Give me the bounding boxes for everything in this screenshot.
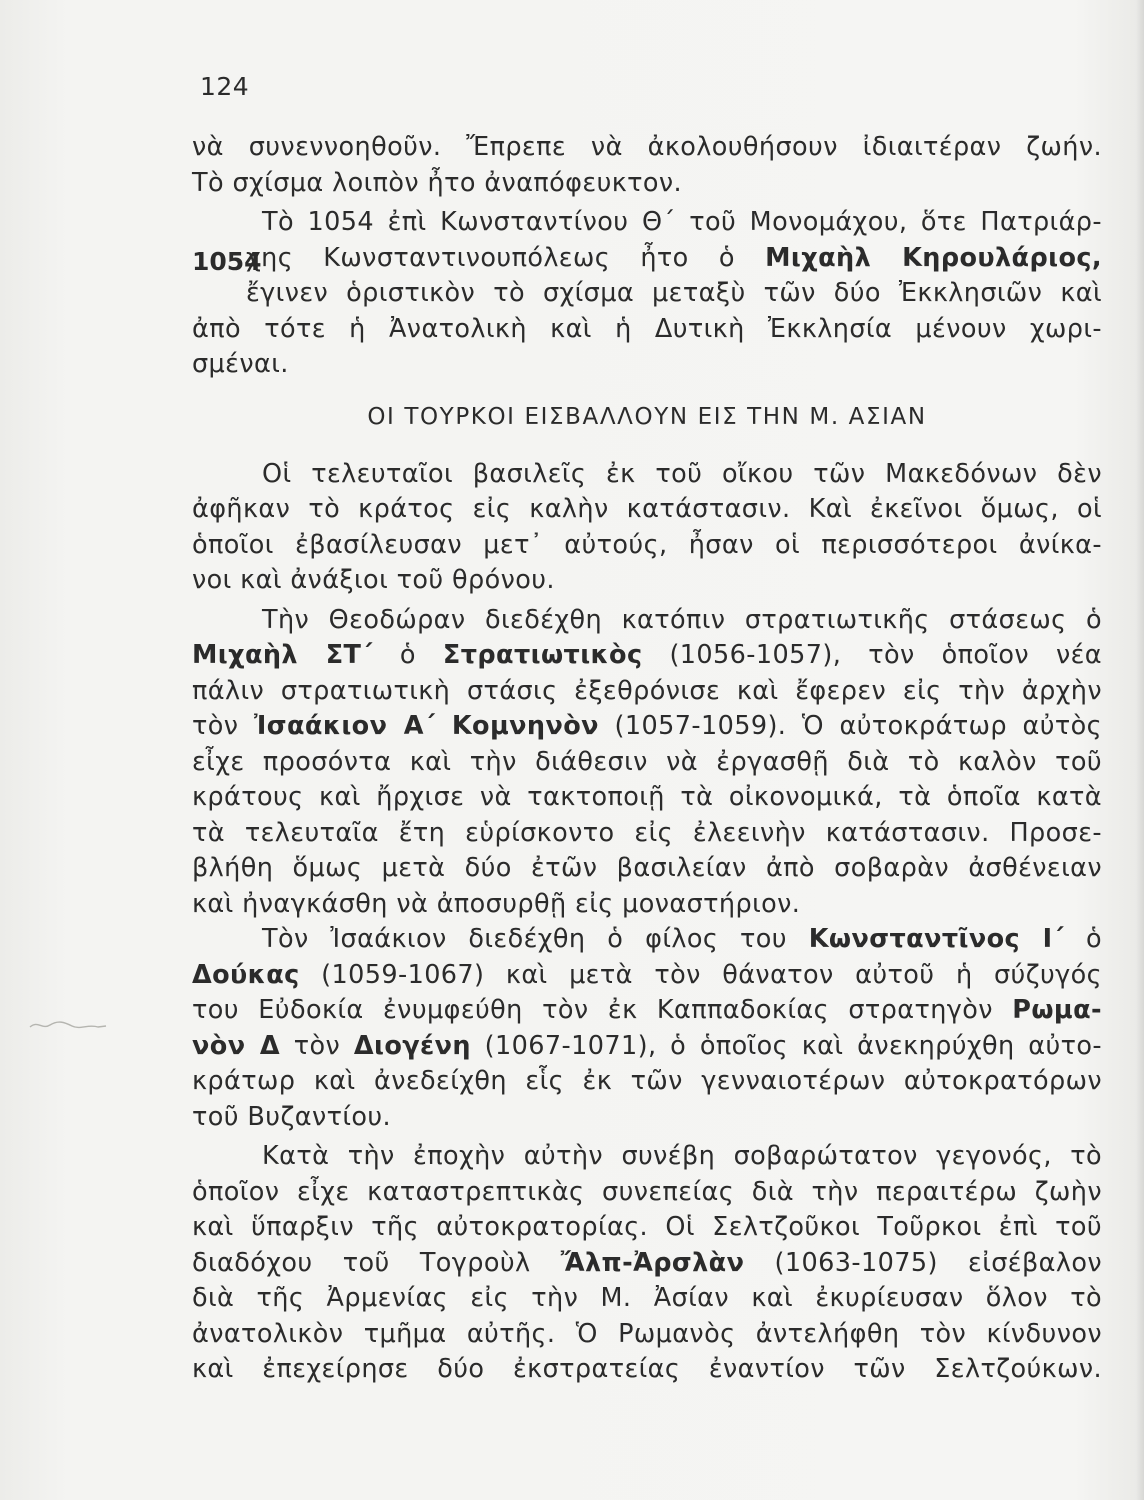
- text-run: τὸν: [280, 1030, 354, 1061]
- person-name: Μιχαὴλ ΣΤ΄: [192, 640, 373, 670]
- text-line: καὶ ἠναγκάσθη νὰ ἀποσυρθῇ εἰς μοναστήριον.: [192, 888, 801, 919]
- text-line: ἔγινεν ὁριστικὸν τὸ σχίσμα μεταξὺ τῶν δύο Ἐκκλησιῶν καὶ: [246, 278, 1102, 308]
- text-line: [192, 1246, 1102, 1282]
- text-line: κράτους καὶ ἤρχισε νὰ τακτοποιῇ τὰ οἰκονομικά, τὰ ὁποῖα κατὰ: [192, 782, 1102, 812]
- text-line: Κατὰ τὴν ἐποχὴν αὐτὴν συνέβη σοβαρώτατον γεγονός, τὸ: [262, 1141, 1102, 1171]
- text-run: (1063-1075) εἰσέβαλον: [744, 1247, 1103, 1278]
- text-line: [192, 993, 1102, 1029]
- text-line: νὰ συνεννοηθοῦν. Ἔπρεπε νὰ ἀκολουθήσουν ἰδιαιτέραν ζωήν.: [192, 132, 1102, 162]
- text-run: του Εὐδοκία ἐνυμφεύθη τὸν ἐκ Καππαδοκίας στρατηγὸν: [192, 995, 1013, 1025]
- text-line: ἀπὸ τότε ἡ Ἀνατολικὴ καὶ ἡ Δυτικὴ Ἐκκλησία μένουν χωρι-: [192, 313, 1102, 344]
- page-edge-shadow: [1136, 0, 1144, 1500]
- text-line: διὰ τῆς Ἀρμενίας εἰς τὴν Μ. Ἀσίαν καὶ ἐκυρίευσαν ὅλον τὸ: [192, 1283, 1102, 1313]
- text-run: (1057-1059). Ὁ αὐτοκράτωρ αὐτὸς: [598, 711, 1103, 741]
- text-line: νοι καὶ ἀνάξιοι τοῦ θρόνου.: [192, 565, 555, 595]
- text-run: (1056-1057), τὸν ὁποῖον νέα: [642, 640, 1102, 670]
- page-number: 124: [200, 72, 250, 101]
- text-line: τὰ τελευταῖα ἔτη εὑρίσκοντο εἰς ἐλεεινὴν κατάστασιν. Προσε-: [192, 817, 1102, 848]
- text-line: ὁποῖον εἶχε καταστρεπτικὰς συνεπείας διὰ τὴν περαιτέρω ζωὴν: [192, 1176, 1102, 1207]
- text-run: ὁ: [372, 640, 443, 670]
- text-line: Τὸ σχίσμα λοιπὸν ἦτο ἀναπόφευκτον.: [192, 167, 683, 198]
- text-run: χης Κωνσταντινουπόλεως ἦτο ὁ: [246, 242, 766, 273]
- text-line: [192, 241, 1102, 277]
- text-line: Οἱ τελευταῖοι βασιλεῖς ἐκ τοῦ οἴκου τῶν Μακεδόνων δὲν: [262, 458, 1102, 489]
- pencil-scribble-mark: [28, 1018, 108, 1032]
- page-body: [192, 130, 1102, 1388]
- text-run: (1059-1067) καὶ μετὰ τὸν θάνατον αὐτοῦ ἡ σύζυγός: [299, 959, 1102, 990]
- text-line: εἶχε προσόντα καὶ τὴν διάθεσιν νὰ ἐργασθῇ διὰ τὸ καλὸν τοῦ: [192, 746, 1102, 777]
- text-line: Τὸ 1054 ἐπὶ Κωνσταντίνου Θ΄ τοῦ Μονομάχου, ὅτε Πατριάρ-: [262, 207, 1102, 237]
- text-line: [192, 638, 1102, 674]
- person-name: Ρωμα-: [1012, 995, 1102, 1025]
- text-line: ἀνατολικὸν τμῆμα αὐτῆς. Ὁ Ρωμανὸς ἀντελήφθη τὸν κίνδυνον: [192, 1318, 1102, 1349]
- text-line: [192, 958, 1102, 994]
- text-line: [192, 1029, 1102, 1065]
- text-run: ὁ: [1064, 924, 1102, 954]
- text-line: κράτωρ καὶ ἀνεδείχθη εἷς ἐκ τῶν γενναιοτέρων αὐτοκρατόρων: [192, 1066, 1102, 1096]
- person-name: Ἰσαάκιον Α΄ Κομνηνὸν: [254, 711, 599, 741]
- text-line: ὁποῖοι ἐβασίλευσαν μετ᾽ αὐτούς, ἦσαν οἱ περισσότεροι ἀνίκα-: [192, 529, 1102, 560]
- person-name: νὸν Δ: [192, 1030, 281, 1061]
- text-line: πάλιν στρατιωτικὴ στάσις ἐξεθρόνισε καὶ ἔφερεν εἰς τὴν ἀρχὴν: [192, 675, 1102, 706]
- text-run: τὸν: [192, 711, 254, 741]
- person-name: Διογένη: [353, 1030, 471, 1061]
- person-name: Μιχαὴλ Κηρουλάριος,: [765, 242, 1102, 273]
- person-name: Στρατιωτικὸς: [442, 640, 643, 670]
- text-line: καὶ ὕπαρξιν τῆς αὐτοκρατορίας. Οἱ Σελτζοῦκοι Τοῦρκοι ἐπὶ τοῦ: [192, 1212, 1102, 1242]
- text-run: διαδόχου τοῦ Τογροὺλ: [192, 1247, 561, 1278]
- text-line: [192, 709, 1102, 745]
- section-heading: ΟΙ ΤΟΥΡΚΟΙ ΕΙΣΒΑΛΛΟΥΝ ΕΙΣ ΤΗΝ Μ. ΑΣΙΑΝ: [367, 403, 927, 430]
- person-name: Κωνσταντῖνος Ι΄: [808, 924, 1065, 954]
- text-line: [192, 922, 1102, 958]
- person-name: Δούκας: [192, 959, 300, 990]
- margin-date-note: 1054: [192, 247, 262, 276]
- text-line: σμέναι.: [192, 349, 289, 379]
- text-line: τοῦ Βυζαντίου.: [192, 1101, 392, 1132]
- text-line: ἀφῆκαν τὸ κράτος εἰς καλὴν κατάστασιν. Καὶ ἐκεῖνοι ὅμως, οἱ: [192, 494, 1102, 524]
- text-line: καὶ ἐπεχείρησε δύο ἐκστρατείας ἐναντίον τῶν Σελτζούκων.: [192, 1354, 1102, 1384]
- text-run: (1067-1071), ὁ ὁποῖος καὶ ἀνεκηρύχθη αὐτο-: [470, 1030, 1102, 1061]
- text-line: βλήθη ὅμως μετὰ δύο ἐτῶν βασιλείαν ἀπὸ σοβαρὰν ἀσθένειαν: [192, 853, 1102, 883]
- person-name: Ἄλπ-Ἀρσλὰν: [560, 1247, 745, 1278]
- text-line: Τὴν Θεοδώραν διεδέχθη κατόπιν στρατιωτικῆς στάσεως ὁ: [262, 604, 1102, 635]
- text-run: Τὸν Ἰσαάκιον διεδέχθη ὁ φίλος του: [262, 924, 809, 954]
